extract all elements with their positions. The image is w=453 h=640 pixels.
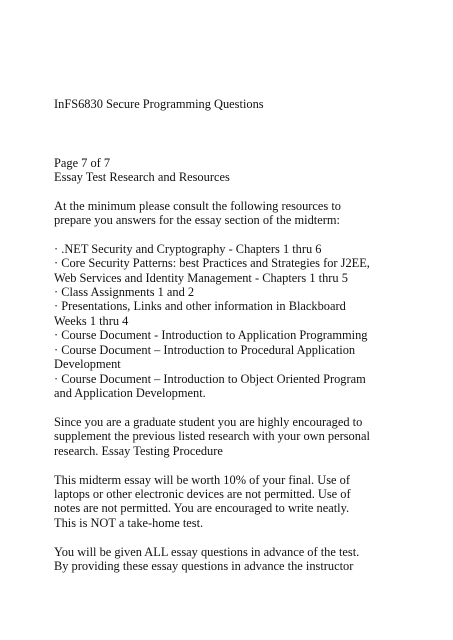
resource-line: · .NET Security and Cryptography - Chapters 1 thru 6 bbox=[54, 242, 322, 256]
advance-line: By providing these essay questions in advance the instructor bbox=[54, 559, 354, 573]
resource-line: and Application Development. bbox=[54, 386, 206, 400]
resource-line: · Core Security Patterns: best Practices and Strategies for J2EE, bbox=[54, 256, 370, 270]
graduate-line: research. Essay Testing Procedure bbox=[54, 444, 223, 458]
midterm-line: This midterm essay will be worth 10% of your final. Use of bbox=[54, 473, 350, 487]
section-heading: Essay Test Research and Resources bbox=[54, 170, 230, 184]
intro-line: prepare you answers for the essay section of the midterm: bbox=[54, 213, 340, 227]
resource-line: · Course Document – Introduction to Procedural Application bbox=[54, 343, 356, 357]
intro-line: At the minimum please consult the following resources to bbox=[54, 199, 341, 213]
page-label: Page 7 of 7 bbox=[54, 156, 111, 170]
graduate-line: Since you are a graduate student you are highly encouraged to bbox=[54, 415, 363, 429]
resource-line: · Course Document - Introduction to Application Programming bbox=[54, 328, 368, 342]
midterm-line: This is NOT a take-home test. bbox=[54, 516, 204, 530]
advance-line: You will be given ALL essay questions in advance of the test. bbox=[54, 545, 360, 559]
resource-line: · Class Assignments 1 and 2 bbox=[54, 285, 195, 299]
resource-line: Web Services and Identity Management - Chapters 1 thru 5 bbox=[54, 271, 348, 285]
graduate-line: supplement the previous listed research with your own personal bbox=[54, 429, 370, 443]
midterm-line: notes are not permitted. You are encouraged to write neatly. bbox=[54, 501, 350, 515]
document-title: InFS6830 Secure Programming Questions bbox=[54, 97, 264, 111]
resource-line: Development bbox=[54, 357, 121, 371]
resource-line: · Presentations, Links and other information in Blackboard bbox=[54, 299, 346, 313]
resource-line: Weeks 1 thru 4 bbox=[54, 314, 129, 328]
resource-line: · Course Document – Introduction to Object Oriented Program bbox=[54, 372, 366, 386]
midterm-line: laptops or other electronic devices are not permitted. Use of bbox=[54, 487, 351, 501]
